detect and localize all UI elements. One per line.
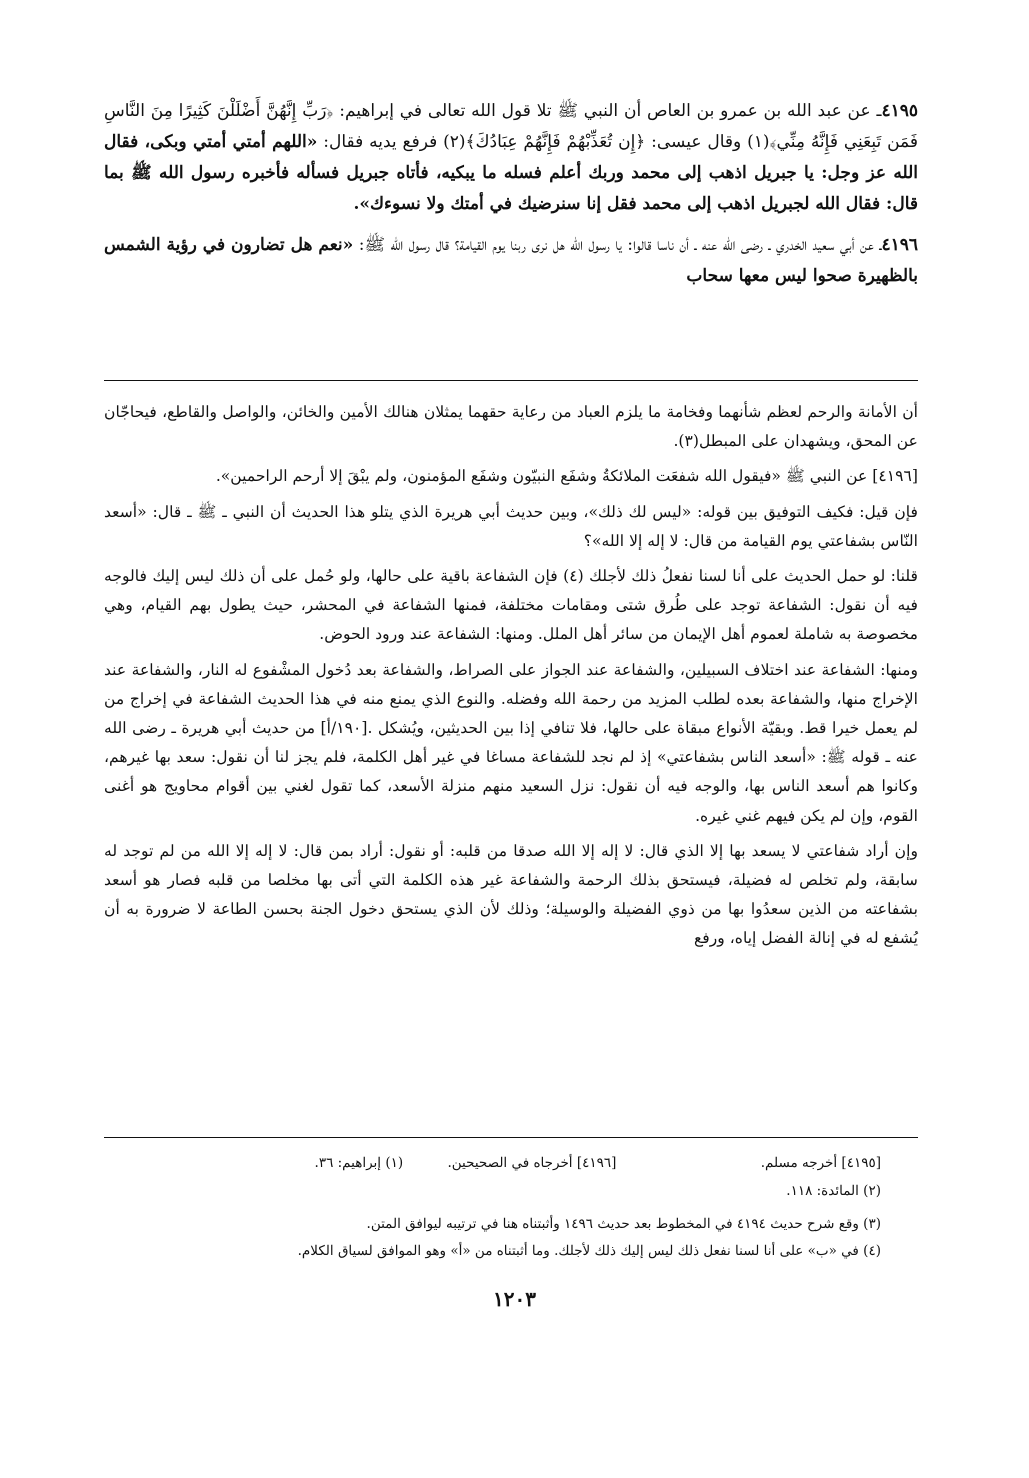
commentary-paragraph: ومنها: الشفاعة عند اختلاف السبيلين، والشفاعة عند الجواز على الصراط، والشفاعة بعد دُخول المشْفوع له النار، والشفاعة عند الإخراج منها، والشفاعة بعده لطلب المزيد من رحمة الله وفضله. والنوع الذي يمنع منه في هذا الحديث الشفاعة في إخراج من لم يعمل خيرا قط. وبقيّة الأنواع مبقاة على حالها، فلا تنافي إذا بين الحديثين، ويُشكل .[١٩٠/أ] من حديث أبي هريرة ـ رضى الله عنه ـ قوله ﷺ: «أسعد الناس بشفاعتي» إذ لم نجد للشفاعة مساغا في غير أهل الكلمة، فلم يجز لنا أن نقول: سعد بها غيرهم، وكانوا هم أسعد الناس بها، والوجه فيه أن نقول: نزل السعيد منهم منزلة الأسعد، كما تقول لغني بين أقوام محاويج هو أغنى القوم، وإن لم يكن فيهم غني غيره. bbox=[104, 660, 918, 825]
hadith-4196 bbox=[104, 230, 918, 292]
footnote-4: (٤) في «ب» على أنا لسنا نفعل ذلك ليس إليك ذلك لأجلك. وما أثبتناه من «أ» وهو الموافق لسياق الكلام. bbox=[297, 1243, 881, 1259]
footnote-row bbox=[181, 1150, 881, 1176]
hadith-text: ـ عن عبد الله بن عمرو بن العاص أن النبي ﷺ تلا قول الله تعالى في إبراهيم: ﴿رَبِّ إِنَّهُنَّ أَضْلَلْنَ كَثِيرًا مِنَ النَّاسِ فَمَن تَبِعَنِي فَإِنَّهُ مِنِّي﴾(١) وقال عيسى: ﴿إِن تُعَذِّبْهُمْ فَإِنَّهُمْ عِبَادُكَ﴾(٢) فرفع يديه فقال: bbox=[104, 101, 918, 152]
section-divider bbox=[104, 380, 918, 381]
hadith-number: ٤١٩٥ bbox=[881, 101, 918, 121]
commentary-paragraph: فإن قيل: فكيف التوفيق بين قوله: «ليس لك ذلك»، وبين حديث أبي هريرة الذي يتلو هذا الحديث أن النبي ـ ﷺ ـ قال: «أسعد النّاس بشفاعتي يوم القيامة من قال: لا إله إلا الله»؟ bbox=[104, 502, 918, 550]
commentary-text bbox=[104, 398, 918, 954]
main-text bbox=[104, 96, 918, 292]
footnote-3: (٣) وقع شرح حديث ٤١٩٤ في المخطوط بعد حديث ١٤٩٦ وأثبتناه هنا في ترتيبه ليوافق المتن. bbox=[366, 1216, 881, 1232]
hadith-4195 bbox=[104, 96, 918, 220]
footnote-4196: [٤١٩٦] أخرجاه في الصحيحين. bbox=[447, 1155, 617, 1171]
hadith-number: ٤١٩٦ bbox=[881, 235, 918, 255]
footnote-4195: [٤١٩٥] أخرجه مسلم. bbox=[760, 1155, 881, 1171]
footnote-2: (٢) المائدة: ١١٨. bbox=[786, 1183, 881, 1199]
commentary-paragraph: أن الأمانة والرحم لعظم شأنهما وفخامة ما يلزم العباد من رعاية حقهما يمثلان هنالك الأمين والخائن، والواصل والقاطع، فيحاجّان عن المحق، ويشهدان على المبطل(٣). bbox=[104, 403, 918, 451]
commentary-paragraph: قلنا: لو حمل الحديث على أنا لسنا نفعلُ ذلك لأجلك (٤) فإن الشفاعة باقية على حالها، ولو حُمل على أن ذلك ليس إليك فالوجه فيه أن نقول: الشفاعة توجد على طُرق شتى ومقامات مختلفة، فمنها الشفاعة في المحشر، حيث يطول بهم القيام، وهي مخصوصة به شاملة لعموم أهل الإيمان من سائر أهل الملل. ومنها: الشفاعة عند ورود الحوض. bbox=[104, 567, 918, 644]
commentary-paragraph: [٤١٩٦] عن النبي ﷺ «فيقول الله شفعَت الملائكةُ وشفَع النبيّون وشفَع المؤمنون، ولم يبْقَ إلا أرحم الراحمين». bbox=[215, 467, 918, 486]
commentary-paragraph: وإن أراد شفاعتي لا يسعد بها إلا الذي قال: لا إله إلا الله صدقا من قلبه: أو نقول: أراد بمن قال: لا إله إلا الله من لم توجد له سابقة، ولم تخلص له فضيلة، فيستحق بذلك الرحمة والشفاعة غير هذه الكلمة التي أتى بها مخلصا من قلبه فصار هو أسعد بشفاعته من الذين سعدُوا بها من ذوي الفضيلة والوسيلة؛ وذلك لأن الذي يستحق دخول الجنة بحسن الطاعة لا ضرورة به أن يُشفع له في إنالة الفضل إياه، ورفع bbox=[104, 841, 918, 948]
hadith-text: ـ عن أبي سعيد الخدري ـ رضى الله عنه ـ أن ناسا قالوا: يا رسول الله هل نرى ربنا يوم القيامة؟ قال رسول الله ﷺ: bbox=[353, 235, 882, 255]
page-number: ١٢٠٣ bbox=[493, 1287, 536, 1311]
footnote-divider bbox=[104, 1137, 918, 1138]
footnote-1: (١) إبراهيم: ٣٦. bbox=[314, 1155, 404, 1171]
hadith-quote: «نعم هل تضارون في رؤية الشمس بالظهيرة صحوا ليس معها سحاب bbox=[104, 235, 918, 286]
hadith-quote: «اللهم أمتي أمتي وبكى، فقال الله عز وجل: يا جبريل اذهب إلى محمد وربك أعلم فسله ما يبكيه، فأتاه جبريل فسأله فأخبره رسول الله ﷺ بما قال: فقال الله لجبريل اذهب إلى محمد فقل إنا سنرضيك في أمتك ولا نسوءك». bbox=[104, 132, 918, 214]
